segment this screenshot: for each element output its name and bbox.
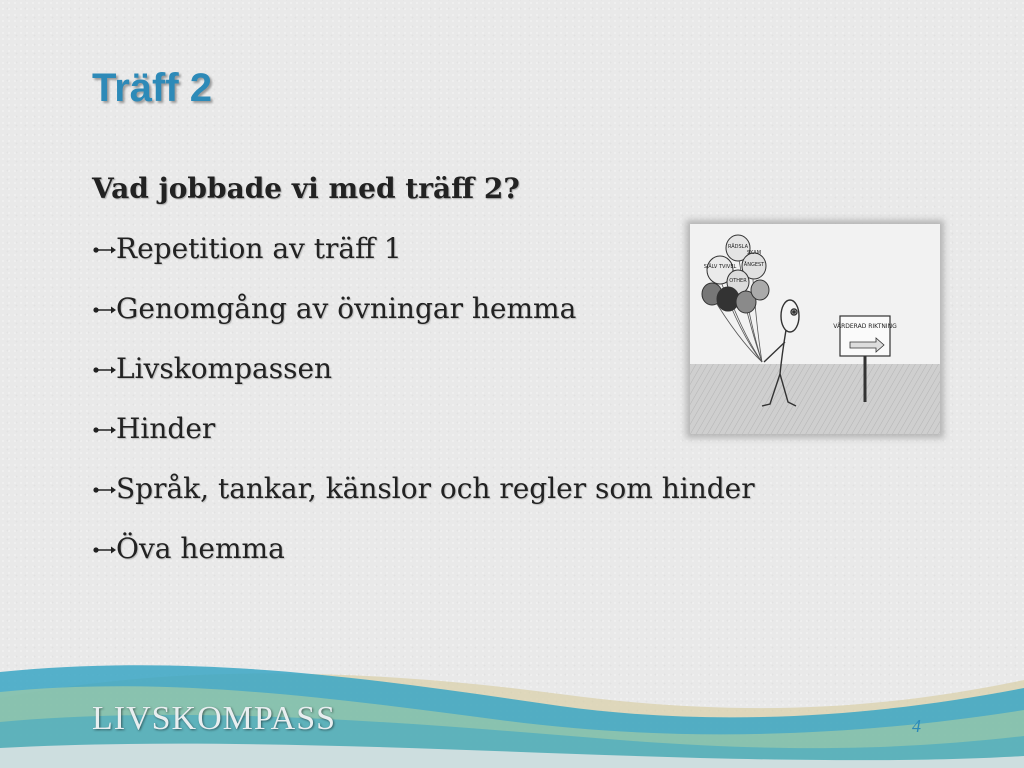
cartoon-drawing xyxy=(690,224,940,434)
bullet-item xyxy=(92,232,755,292)
page-number: 4 xyxy=(912,716,921,736)
slide-subtitle: Vad jobbade vi med träff 2? xyxy=(92,172,520,205)
arrow-bullet-icon xyxy=(92,292,116,322)
arrow-bullet-icon xyxy=(92,472,116,502)
livskompass-logo: LIVSKOMPASS xyxy=(92,700,337,737)
bullet-label: Språk, tankar, känslor och regler som hinder xyxy=(116,472,755,505)
bullet-item xyxy=(92,292,755,352)
bullet-label: Livskompassen xyxy=(116,352,333,385)
balloon-label: RÄDSLA xyxy=(727,244,749,250)
arrow-bullet-icon xyxy=(92,232,116,262)
bullet-item xyxy=(92,472,755,532)
balloon-label: ÅNGEST xyxy=(743,262,765,268)
bullet-item xyxy=(92,532,755,592)
bullet-label: Repetition av träff 1 xyxy=(116,232,402,265)
bullet-label: Öva hemma xyxy=(116,532,285,565)
arrow-bullet-icon xyxy=(92,352,116,382)
arrow-bullet-icon xyxy=(92,412,116,442)
cartoon-illustration xyxy=(690,224,940,434)
slide-title: Träff 2 xyxy=(92,66,213,110)
bullet-list xyxy=(92,232,755,592)
balloon-label: OTHER xyxy=(729,278,747,284)
sign-label: VÄRDERAD RIKTNING xyxy=(833,323,897,330)
bullet-label: Genomgång av övningar hemma xyxy=(116,292,577,325)
arrow-bullet-icon xyxy=(92,532,116,562)
bullet-item xyxy=(92,352,755,412)
balloon-label: SJÄLV TVIVEL xyxy=(703,264,737,270)
bullet-label: Hinder xyxy=(116,412,216,445)
balloon-label: SKAM xyxy=(746,250,762,256)
bullet-item xyxy=(92,412,755,472)
